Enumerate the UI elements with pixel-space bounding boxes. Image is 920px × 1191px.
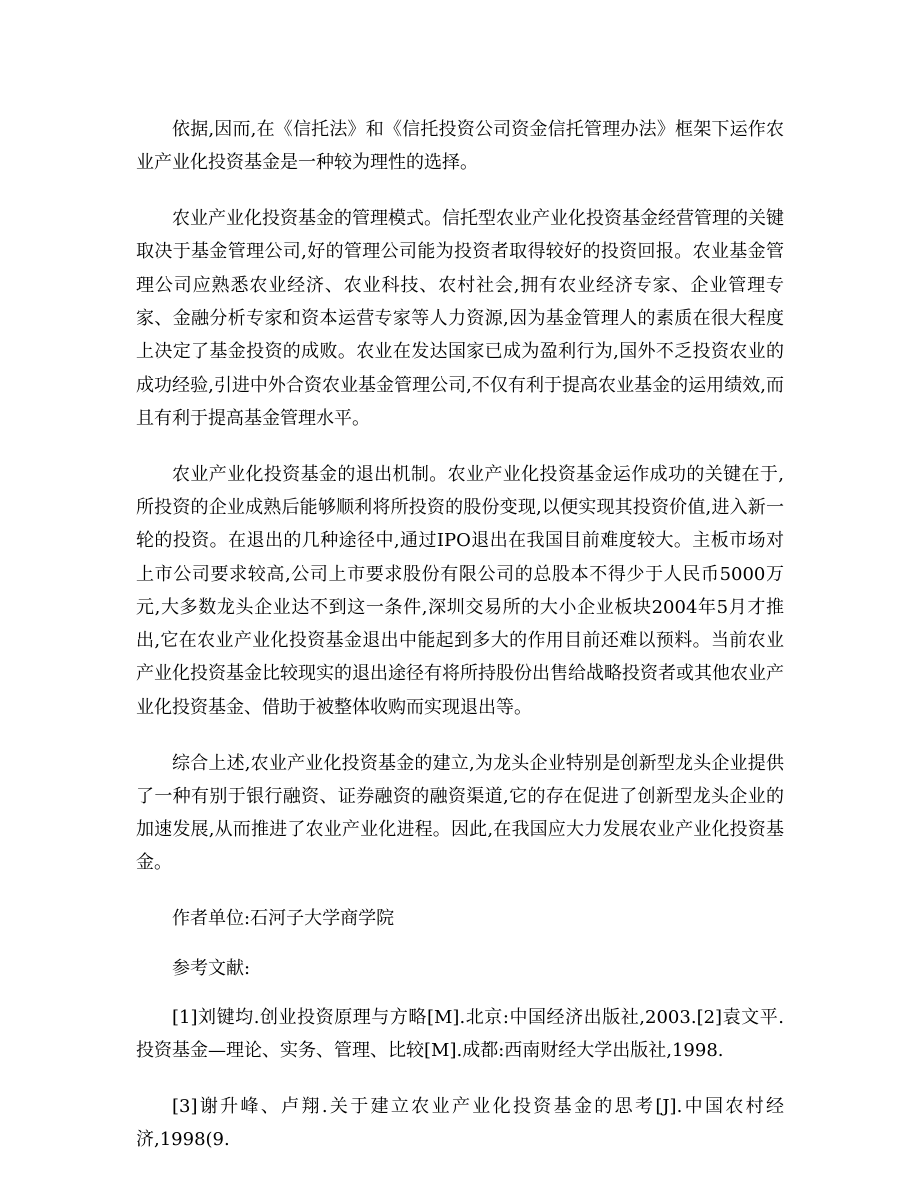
paragraph-summary: 综合上述,农业产业化投资基金的建立,为龙头企业特别是创新型龙头企业提供了一种有别于银行融资、证券融资的融资渠道,它的存在促进了创新型龙头企业的加速发展,从而推进了农业产业化进程。因此,在我国应大力发展农业产业化投资基金。 xyxy=(136,752,784,874)
paragraph-exit-mechanism: 农业产业化投资基金的退出机制。农业产业化投资基金运作成功的关键在于,所投资的企业成熟后能够顺利将所投资的股份变现,以便实现其投资价值,进入新一轮的投资。在退出的几种途径中,通过IPO退出在我国目前难度较大。主板市场对上市公司要求较高,公司上市要求股份有限公司的总股本不得少于人民币5000万元,大多数龙头企业达不到这一条件,深圳交易所的大小企业板块2004年5月才推出,它在农业产业化投资基金退出中能起到多大的作用目前还难以预料。当前农业产业化投资基金比较现实的退出途径有将所持股份出售给战略投资者或其他农业产业化投资基金、借助于被整体收购而实现退出等。 xyxy=(136,463,784,718)
references-heading: 参考文献: xyxy=(172,957,251,979)
reference-item: [1]刘键均.创业投资原理与方略[M].北京:中国经济出版社,2003.[2]袁文平.投资基金—理论、实务、管理、比较[M].成都:西南财经大学出版社,1998. xyxy=(136,1006,784,1062)
paragraph-management-mode: 农业产业化投资基金的管理模式。信托型农业产业化投资基金经营管理的关键取决于基金管理公司,好的管理公司能为投资者取得较好的投资回报。农业基金管理公司应熟悉农业经济、农业科技、农村社会,拥有农业经济专家、企业管理专家、金融分析专家和资本运营专家等人力资源,因为基金管理人的素质在很大程度上决定了基金投资的成败。农业在发达国家已成为盈利行为,国外不乏投资农业的成功经验,引进中外合资农业基金管理公司,不仅有利于提高农业基金的运用绩效,而且有利于提高基金管理水平。 xyxy=(136,208,784,429)
author-unit: 作者单位:石河子大学商学院 xyxy=(172,908,395,930)
document-body xyxy=(136,113,784,1179)
paragraph-trust-basis: 依据,因而,在《信托法》和《信托投资公司资金信托管理办法》框架下运作农业产业化投资基金是一种较为理性的选择。 xyxy=(136,119,784,174)
reference-item: [3]谢升峰、卢翔.关于建立农业产业化投资基金的思考[J].中国农村经济,1998(9. xyxy=(136,1095,784,1151)
